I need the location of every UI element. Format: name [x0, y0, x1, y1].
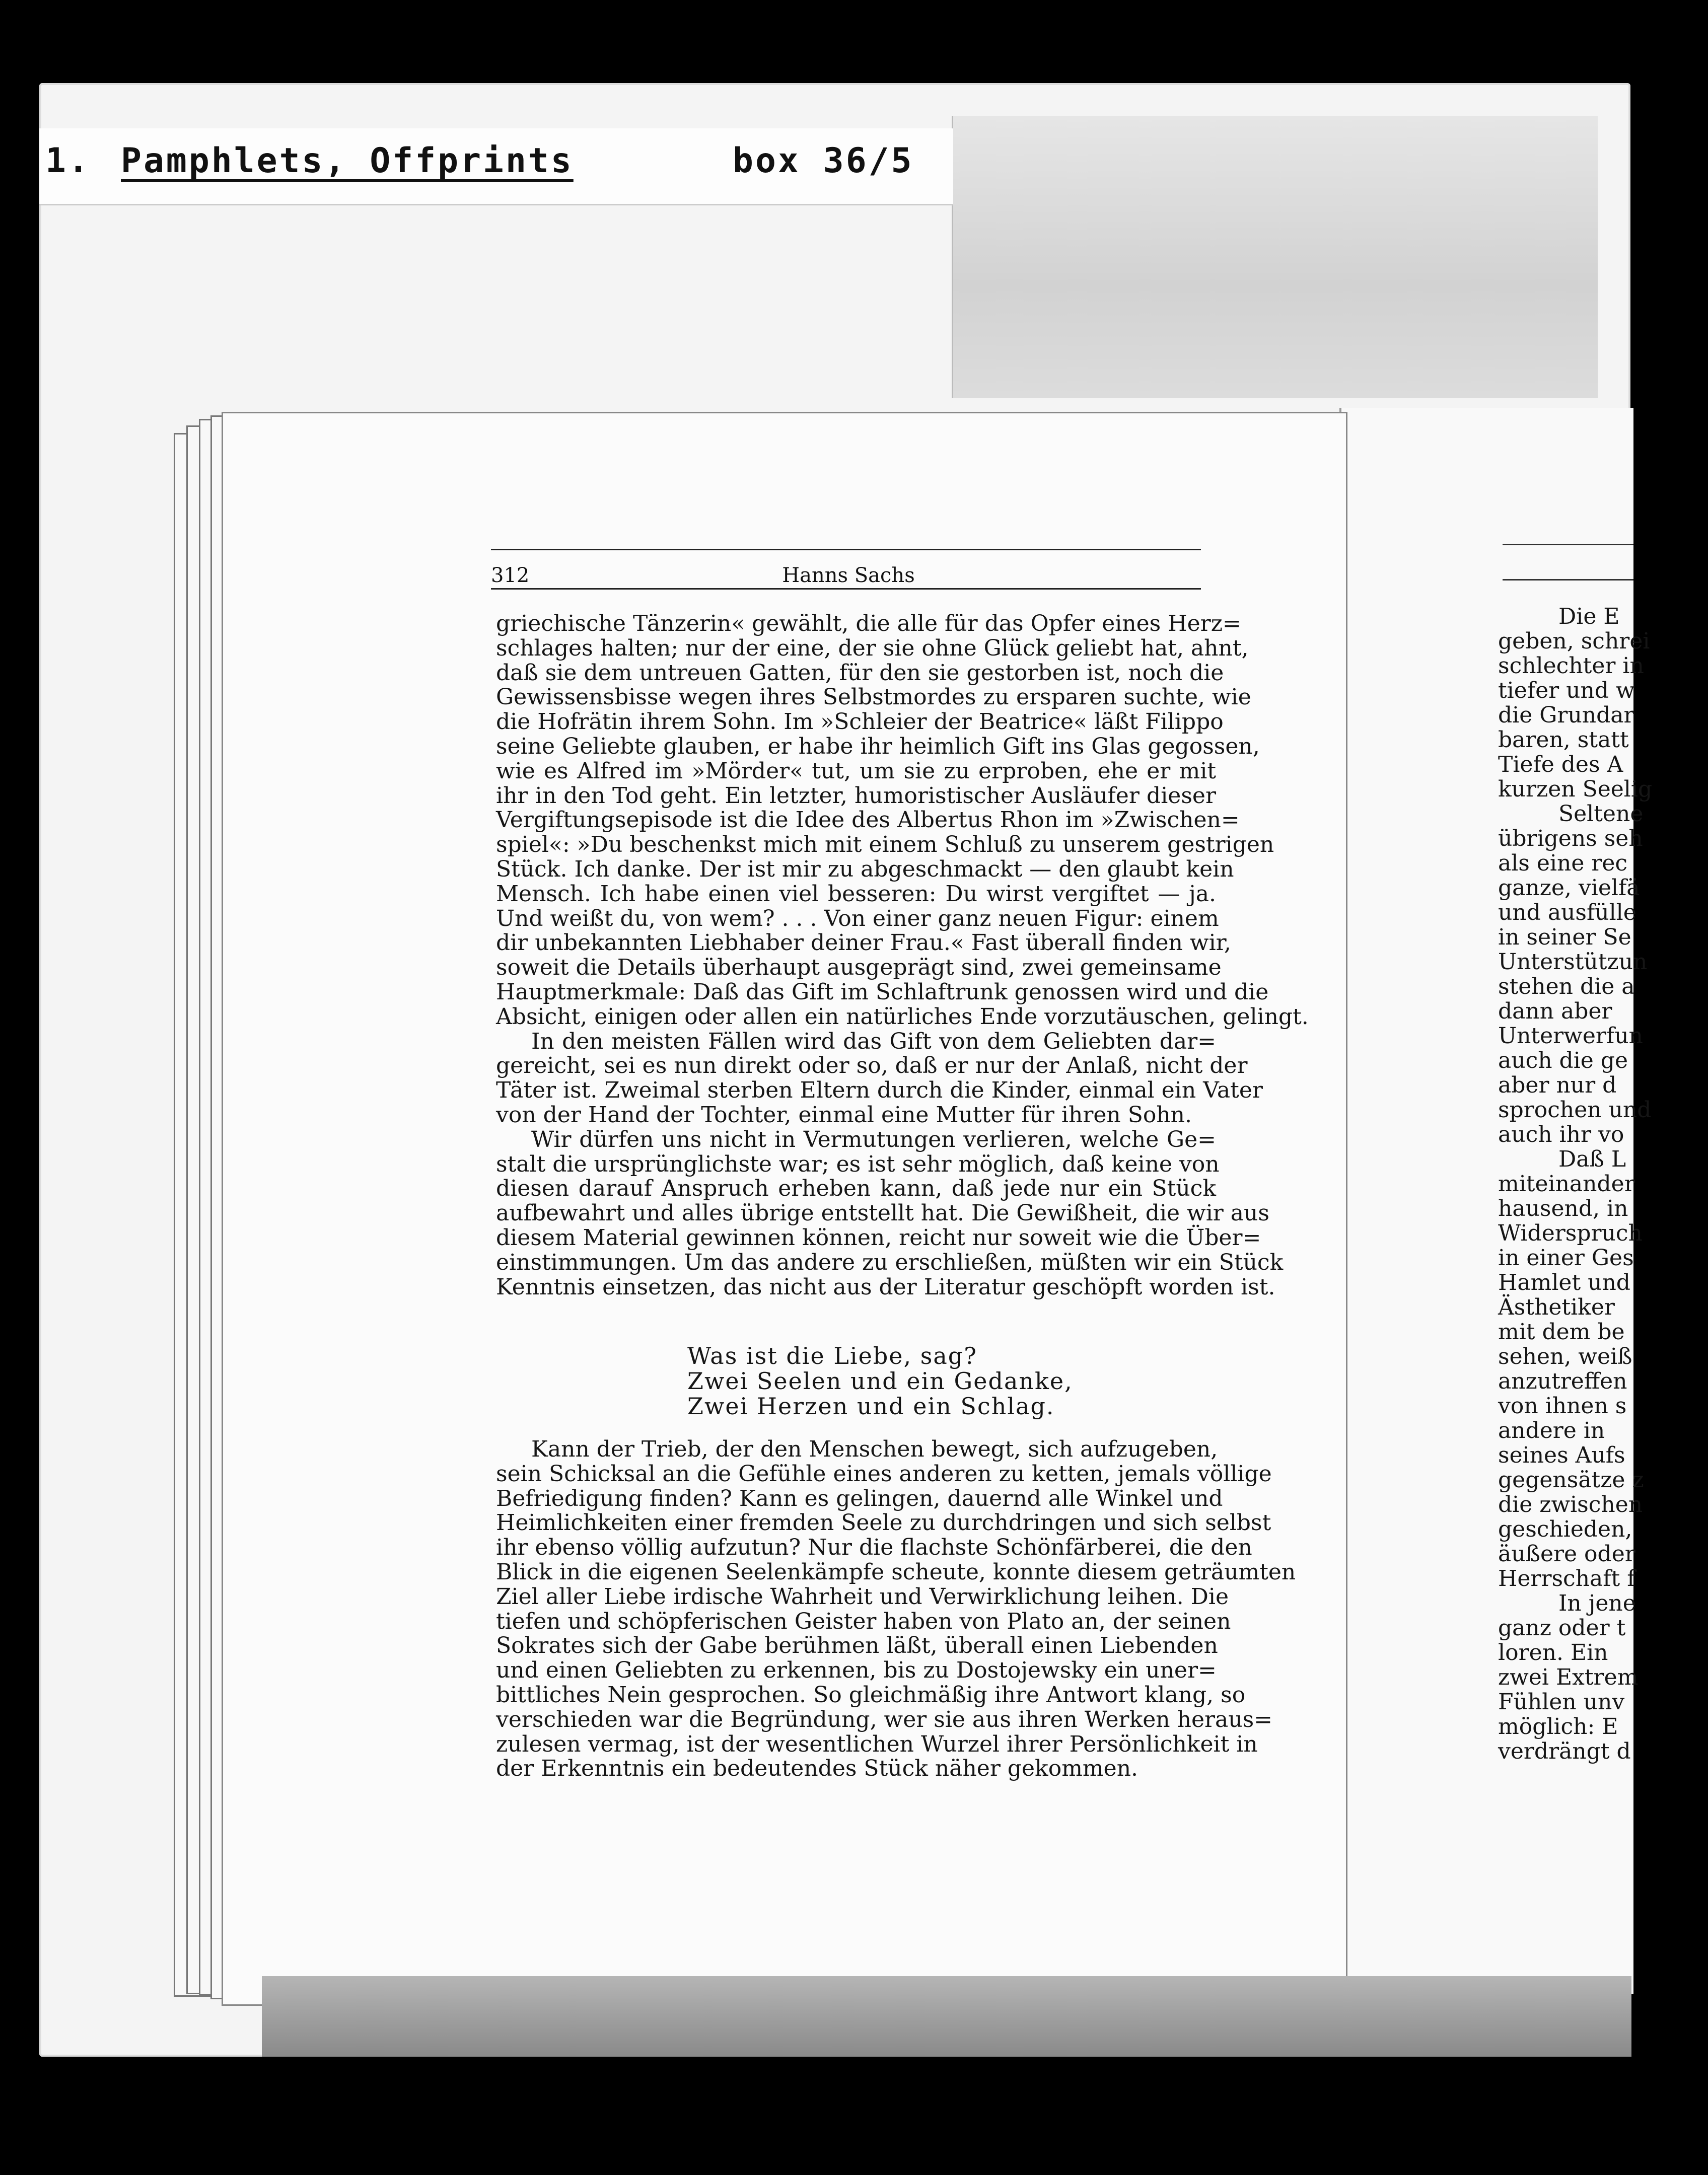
facing-page-line: Tiefe des A	[1498, 752, 1623, 777]
facing-page-line: Unterstützun	[1498, 949, 1648, 975]
bottom-shadow-strip	[262, 1976, 1631, 2057]
facing-page-line: in einer Ges	[1498, 1245, 1634, 1271]
text-line: Vergiftungsepisode ist die Idee des Albertus Rhon im »Zwischen=	[496, 807, 1240, 833]
facing-page-text	[1498, 604, 1653, 1764]
text-line: tiefen und schöpferischen Geister haben von Plato an, der seinen	[496, 1608, 1231, 1634]
text-line: Sokrates sich der Gabe berühmen läßt, überall einen Liebenden	[496, 1633, 1218, 1659]
text-line: Und weißt du, von wem? . . . Von einer ganz neuen Figur: einem	[496, 905, 1219, 931]
facing-page-line: Hamlet und	[1498, 1270, 1630, 1295]
header-rule-top	[491, 549, 1201, 550]
text-line: daß sie dem untreuen Gatten, für den sie gestorben ist, noch die	[496, 660, 1224, 686]
text-line: Gewissensbisse wegen ihres Selbstmordes zu ersparen suchte, wie	[496, 684, 1251, 710]
text-line: Stück. Ich danke. Der ist mir zu abgeschmackt — den glaubt kein	[496, 856, 1234, 882]
facing-page-line: ganz oder t	[1498, 1615, 1626, 1641]
facing-page-line: äußere oder	[1498, 1541, 1635, 1567]
facing-page-line: ganze, vielfä	[1498, 875, 1640, 901]
facing-page-line: die Grundar	[1498, 702, 1634, 728]
page-body-upper	[496, 611, 1309, 1300]
facing-page-line: schlechter in	[1498, 653, 1644, 679]
poem-line: Was ist die Liebe, sag?	[687, 1342, 977, 1369]
text-line: spiel«: »Du beschenkst mich mit einem Schluß zu unserem gestrigen	[496, 832, 1274, 858]
text-line: Befriedigung finden? Kann es gelingen, dauernd alle Winkel und	[496, 1485, 1223, 1511]
facing-page-line: als eine rec	[1498, 850, 1628, 876]
facing-page-rule	[1503, 544, 1633, 545]
text-line: diesem Material gewinnen können, reicht nur soweit wie die Über=	[496, 1224, 1261, 1251]
text-line: In den meisten Fällen wird das Gift von dem Geliebten dar=	[531, 1028, 1216, 1054]
text-line: der Erkenntnis ein bedeutendes Stück näher gekommen.	[496, 1756, 1138, 1782]
facing-page-line: seines Aufs	[1498, 1442, 1625, 1468]
poem-quote	[687, 1343, 1073, 1419]
facing-page-line: sehen, weiß	[1498, 1344, 1632, 1369]
text-line: sein Schicksal an die Gefühle eines anderen zu ketten, jemals völlige	[496, 1461, 1272, 1487]
text-line: Ziel aller Liebe irdische Wahrheit und Verwirklichung leihen. Die	[496, 1583, 1229, 1610]
facing-page-line: Herrschaft f	[1498, 1566, 1635, 1591]
facing-page-line: auch ihr vo	[1498, 1122, 1624, 1147]
facing-page-line: und ausfülle	[1498, 900, 1636, 925]
upper-shadow-area	[952, 116, 1598, 398]
facing-page-line: Fühlen unv	[1498, 1689, 1625, 1715]
text-line: stalt die ursprünglichste war; es ist sehr möglich, daß keine von	[496, 1151, 1220, 1177]
text-line: von der Hand der Tochter, einmal eine Mutter für ihren Sohn.	[496, 1102, 1192, 1128]
facing-page-line: Die E	[1558, 604, 1620, 629]
facing-page-line: kurzen Seelig	[1498, 776, 1653, 802]
facing-page-rule	[1503, 579, 1633, 581]
facing-page-line: Seltene	[1558, 801, 1644, 827]
label-title: Pamphlets, Offprints	[121, 141, 574, 181]
poem-line: Zwei Seelen und ein Gedanke,	[687, 1367, 1073, 1395]
text-line: seine Geliebte glauben, er habe ihr heimlich Gift ins Glas gegossen,	[496, 733, 1260, 759]
facing-page-line: sprochen und	[1498, 1097, 1652, 1123]
facing-page-line: dann aber	[1498, 998, 1612, 1024]
facing-page-line: baren, statt	[1498, 727, 1629, 753]
text-line: Heimlichkeiten einer fremden Seele zu durchdringen und sich selbst	[496, 1510, 1271, 1536]
facing-page-line: geschieden,	[1498, 1516, 1632, 1542]
page-number: 312	[491, 564, 530, 587]
facing-page-line: miteinander	[1498, 1171, 1635, 1197]
text-line: Kann der Trieb, der den Menschen bewegt, sich aufzugeben,	[531, 1436, 1218, 1462]
text-line: die Hofrätin ihrem Sohn. Im »Schleier der Beatrice« läßt Filippo	[496, 709, 1224, 735]
facing-page-line: Widerspruch	[1498, 1220, 1643, 1246]
facing-page-line: stehen die a	[1498, 974, 1635, 999]
facing-page-line: möglich: E	[1498, 1714, 1618, 1739]
label-number: 1.	[45, 141, 91, 181]
facing-page-line: auch die ge	[1498, 1048, 1628, 1073]
label-box-number: box 36/5	[733, 141, 914, 181]
facing-page-line: zwei Extrem	[1498, 1664, 1639, 1690]
text-line: aufbewahrt und alles übrige entstellt hat. Die Gewißheit, die wir aus	[496, 1200, 1269, 1226]
text-line: Blick in die eigenen Seelenkämpfe scheute, konnte diesem geträumten	[496, 1559, 1296, 1585]
text-line: Wir dürfen uns nicht in Vermutungen verlieren, welche Ge=	[531, 1126, 1216, 1152]
facing-page-line: anzutreffen	[1498, 1368, 1627, 1394]
text-line: verschieden war die Begründung, wer sie aus ihren Werken heraus=	[496, 1706, 1273, 1732]
page-body-lower	[496, 1436, 1296, 1782]
text-line: Täter ist. Zweimal sterben Eltern durch die Kinder, einmal ein Vater	[496, 1077, 1263, 1104]
facing-page-line: von ihnen s	[1498, 1393, 1627, 1419]
facing-page-line: andere in	[1498, 1418, 1605, 1443]
text-line: griechische Tänzerin« gewählt, die alle für das Opfer eines Herz=	[496, 611, 1241, 636]
text-line: wie es Alfred im »Mörder« tut, um sie zu erproben, ehe er mit	[496, 758, 1216, 784]
text-line: Hauptmerkmale: Daß das Gift im Schlaftrunk genossen wird und die	[496, 979, 1269, 1005]
text-line: Mensch. Ich habe einen viel besseren: Du wirst vergiftet — ja.	[496, 881, 1216, 907]
text-line: schlages halten; nur der eine, der sie ohne Glück geliebt hat, ahnt,	[496, 635, 1249, 661]
text-line: diesen darauf Anspruch erheben kann, daß jede nur ein Stück	[496, 1176, 1216, 1202]
running-head-title: Hanns Sachs	[782, 564, 915, 587]
text-line: Kenntnis einsetzen, das nicht aus der Literatur geschöpft worden ist.	[496, 1274, 1275, 1300]
text-line: soweit die Details überhaupt ausgeprägt sind, zwei gemeinsame	[496, 955, 1222, 981]
text-line: gereicht, sei es nun direkt oder so, daß er nur der Anlaß, nicht der	[496, 1053, 1248, 1079]
facing-page-line: Unterwerfun	[1498, 1023, 1643, 1049]
text-line: Absicht, einigen oder allen ein natürliches Ende vorzutäuschen, gelingt.	[496, 1003, 1309, 1030]
text-line: ihr in den Tod geht. Ein letzter, humoristischer Ausläufer dieser	[496, 782, 1216, 809]
text-line: einstimmungen. Um das andere zu erschließen, müßten wir ein Stück	[496, 1249, 1284, 1275]
facing-page-line: in seiner Se	[1498, 924, 1631, 950]
facing-page-line: loren. Ein	[1498, 1640, 1608, 1665]
text-line: ihr ebenso völlig aufzutun? Nur die flachste Schönfärberei, die den	[496, 1535, 1252, 1561]
facing-page-line: verdrängt d	[1498, 1738, 1631, 1764]
text-line: dir unbekannten Liebhaber deiner Frau.« Fast überall finden wir,	[496, 930, 1231, 956]
header-rule-bottom	[491, 588, 1201, 590]
facing-page-line: die zwischen	[1498, 1492, 1643, 1517]
poem-line: Zwei Herzen und ein Schlag.	[687, 1393, 1055, 1420]
facing-page-line: geben, schrei	[1498, 628, 1650, 654]
facing-page-line: gegensätze z	[1498, 1467, 1644, 1493]
facing-page-line: In jene	[1558, 1590, 1636, 1616]
facing-page-line: Ästhetiker	[1498, 1294, 1615, 1320]
text-line: und einen Geliebten zu erkennen, bis zu Dostojewsky ein uner=	[496, 1657, 1217, 1684]
facing-page-line: hausend, in	[1498, 1196, 1628, 1221]
facing-page-line: übrigens seh	[1498, 826, 1643, 851]
facing-page-line: Daß L	[1558, 1146, 1626, 1172]
facing-page-line: tiefer und w	[1498, 678, 1635, 703]
text-line: bittliches Nein gesprochen. So gleichmäßig ihre Antwort klang, so	[496, 1682, 1246, 1708]
facing-page-line: mit dem be	[1498, 1319, 1625, 1345]
text-line: zulesen vermag, ist der wesentlichen Wurzel ihrer Persönlichkeit in	[496, 1731, 1258, 1757]
facing-page-line: aber nur d	[1498, 1072, 1617, 1098]
